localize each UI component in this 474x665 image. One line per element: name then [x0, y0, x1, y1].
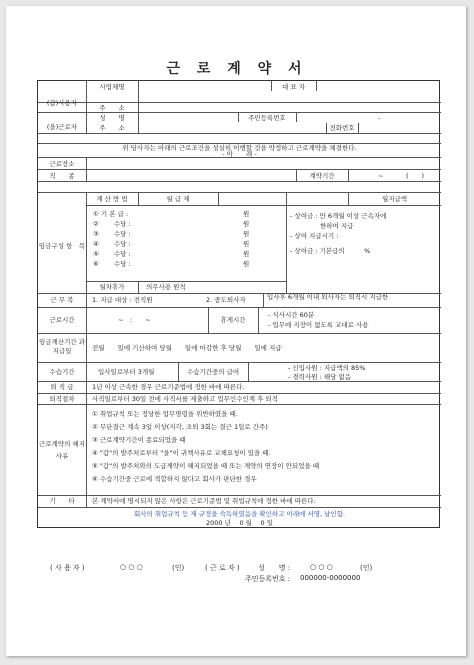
employee-resident-label: 주민등록번호 :: [245, 575, 291, 583]
row-line: [38, 404, 441, 405]
uniform-note: 입사후 6개월 이내 퇴사자는 퇴직시 지급한: [267, 293, 389, 301]
wage-item-4: ④ 수당 :: [93, 240, 131, 248]
break-line-2: - 업무에 지장이 없도록 교대로 사용: [268, 321, 369, 329]
row-line: [38, 181, 441, 182]
uniform-item-1: 1. 지급 대상 : 전직원: [92, 296, 153, 304]
employer-seal: (인): [172, 564, 185, 572]
below-heading: - 아 래 -: [222, 150, 257, 158]
row-line: [38, 307, 441, 308]
wage-unit-1: 원: [243, 210, 250, 218]
resident-no-dash: -: [378, 114, 381, 122]
row-line: [38, 169, 441, 170]
col-line: [248, 362, 249, 381]
wage-unit-2: 원: [243, 220, 250, 228]
severance-label: 퇴 직 금: [50, 383, 74, 391]
col-line: [358, 123, 359, 133]
col-line: [86, 157, 87, 181]
wage-unit-5: 원: [243, 250, 250, 258]
col-line: [263, 293, 264, 307]
monthly-leave-note: 의무사용 원칙: [146, 283, 186, 291]
wage-label: 임금구성 항 목: [38, 242, 86, 250]
party-b-address-label: 주 소: [99, 124, 125, 132]
row-line: [38, 495, 441, 496]
other-label: 기 타: [49, 497, 75, 505]
bonus-line-4: - 상여금 : 기본급의 %: [290, 247, 371, 255]
employee-name: ○ ○ ○: [310, 563, 333, 571]
col-line: [258, 307, 259, 333]
employer-label: ( 사 용 자 ): [50, 564, 85, 572]
employee-label: ( 근 로 자 ): [205, 564, 240, 572]
col-line: [286, 192, 287, 293]
row-line: [38, 133, 441, 134]
employee-name-label: 성 명: [99, 114, 125, 122]
employee-name-field-label: 성 명 :: [258, 564, 291, 572]
employee-seal: (인): [360, 564, 373, 572]
monthly-leave-label: 월차휴가: [99, 283, 125, 291]
work-hours-value: ~ : ~: [118, 316, 151, 324]
sign-date: 2000 년 0 월 0 일: [206, 519, 273, 527]
termination-item-2: ② 무단결근 계속 3일 이상(지각, 조퇴 3회는 결근 1일로 간주): [92, 423, 268, 431]
row-line: [38, 507, 441, 508]
resign-text: 사직일로부터 30일 전에 사직서를 제출하고 업무인수인계 후 퇴직: [92, 395, 278, 403]
pay-period-label: 임금계산기간 과 지급일: [38, 338, 86, 355]
contract-period-paren: ( ): [406, 172, 425, 180]
phone-label: 전화번호: [329, 124, 355, 132]
contract-form-table: [37, 80, 440, 528]
workplace-label: 근로장소: [49, 160, 75, 168]
job-label: 직 종: [49, 172, 75, 180]
row-line: [38, 381, 441, 382]
probation-pay-label: 수습기간중의 급여: [186, 368, 240, 376]
intro-text: 위 당사자는 아래의 근로조건을 성실히 이행할 것을 약정하고 근로계약을 체결한다.: [122, 144, 357, 152]
document-title: 근 로 계 약 서: [166, 61, 308, 77]
wage-unit-4: 원: [243, 240, 250, 248]
business-name-label: 사업체명: [99, 83, 125, 91]
party-a-address-label: 주 소: [99, 104, 125, 112]
confirmation-text: 회사의 취업규칙 등 제 규정을 숙독하였음을 확인하고 아래에 서명, 날인함.: [133, 510, 346, 518]
bonus-line-1: - 상여금 : 만 6개월 이상 근속자에: [290, 212, 387, 220]
party-a-label: (갑)사용자: [46, 99, 78, 107]
representative-label: 대 표 자: [282, 83, 305, 91]
probation-line-2: - 경력사원 : 해당 없음: [288, 373, 352, 381]
calc-method-label: 계 산 방 법: [96, 195, 128, 203]
termination-item-5: ⑤ "갑"의 발주처와의 도급계약이 해지되었을 때 또는 계약의 연장이 안되었을 때: [92, 462, 320, 470]
termination-label: 근로계약의 해지사유: [38, 440, 86, 460]
contract-period-label: 계약기간: [309, 172, 335, 180]
col-line: [316, 81, 317, 91]
col-line: [138, 281, 139, 293]
pay-period-text: 전월 일에 기산하여 당월 일에 마감한 후 당월 일에 지급: [92, 344, 282, 352]
uniform-label: 근 무 복: [50, 296, 74, 304]
termination-item-6: ⑥ 수습기간중 근로에 적합하지 않다고 회사가 판단한 경우: [92, 475, 257, 483]
bonus-line-2: 한하여 지급: [320, 222, 354, 230]
bonus-line-3: - 상여 지급시기 :: [290, 232, 339, 240]
work-hours-label: 근로시간: [49, 316, 75, 324]
row-line: [38, 112, 441, 113]
row-line: [38, 192, 441, 193]
col-line: [348, 169, 349, 181]
probation-value: 입사일로부터 3개월: [98, 368, 155, 376]
probation-line-1: - 신입사원 : 지급액의 85%: [288, 364, 366, 372]
col-line: [138, 81, 139, 133]
break-time-label: 휴게시간: [220, 316, 246, 324]
termination-item-3: ③ 근로계약기간이 종료되었을 때: [92, 436, 186, 444]
resign-label: 퇴직절차: [49, 395, 75, 403]
row-line: [38, 333, 441, 334]
severance-text: 1년 이상 근속한 경우 근로기준법에 정한 바에 따른다.: [92, 383, 245, 391]
contract-period-tilde: ~: [378, 172, 384, 180]
resident-no-label: 주민등록번호: [248, 114, 286, 122]
col-line: [86, 192, 87, 507]
col-line: [218, 192, 219, 205]
other-text: 본 계약서에 명시되지 않은 사항은 근로기준법 및 취업규칙에 정한 바에 따른다.: [92, 497, 316, 505]
wage-item-3: ③ 수당 :: [93, 230, 131, 238]
termination-item-1: ① 취업규칙 또는 정당한 업무명령을 위반하였을 때.: [92, 410, 238, 418]
wage-item-6: ⑥ 수당 :: [93, 260, 131, 268]
pay-amount-label: 월지급액: [381, 195, 408, 203]
uniform-item-2: 2. 중도퇴사자: [206, 296, 246, 304]
row-line: [86, 281, 286, 282]
probation-label: 수습기간: [49, 368, 75, 376]
wage-unit-6: 원: [243, 260, 250, 268]
row-line: [86, 205, 441, 206]
monthly-wage-label: 월 급 제: [166, 195, 190, 203]
wage-item-1: ① 기 본 급 :: [93, 210, 129, 218]
party-b-label: (을)근로자: [46, 123, 78, 131]
break-line-1: - 식사시간 60분: [268, 311, 315, 319]
wage-unit-3: 원: [243, 230, 250, 238]
employer-name: ○ ○ ○: [120, 563, 143, 571]
row-line: [38, 362, 441, 363]
wage-item-5: ⑤ 수당 :: [93, 250, 131, 258]
col-line: [296, 112, 297, 122]
row-line: [38, 393, 441, 394]
termination-item-4: ④ "갑"의 발주처로부터 "을"이 귀책사유로 교체요청이 있을 때.: [92, 449, 271, 457]
employee-resident-value: 000000-0000000: [300, 574, 361, 582]
row-line: [38, 102, 441, 103]
wage-item-2: ② 수당 :: [93, 220, 131, 228]
